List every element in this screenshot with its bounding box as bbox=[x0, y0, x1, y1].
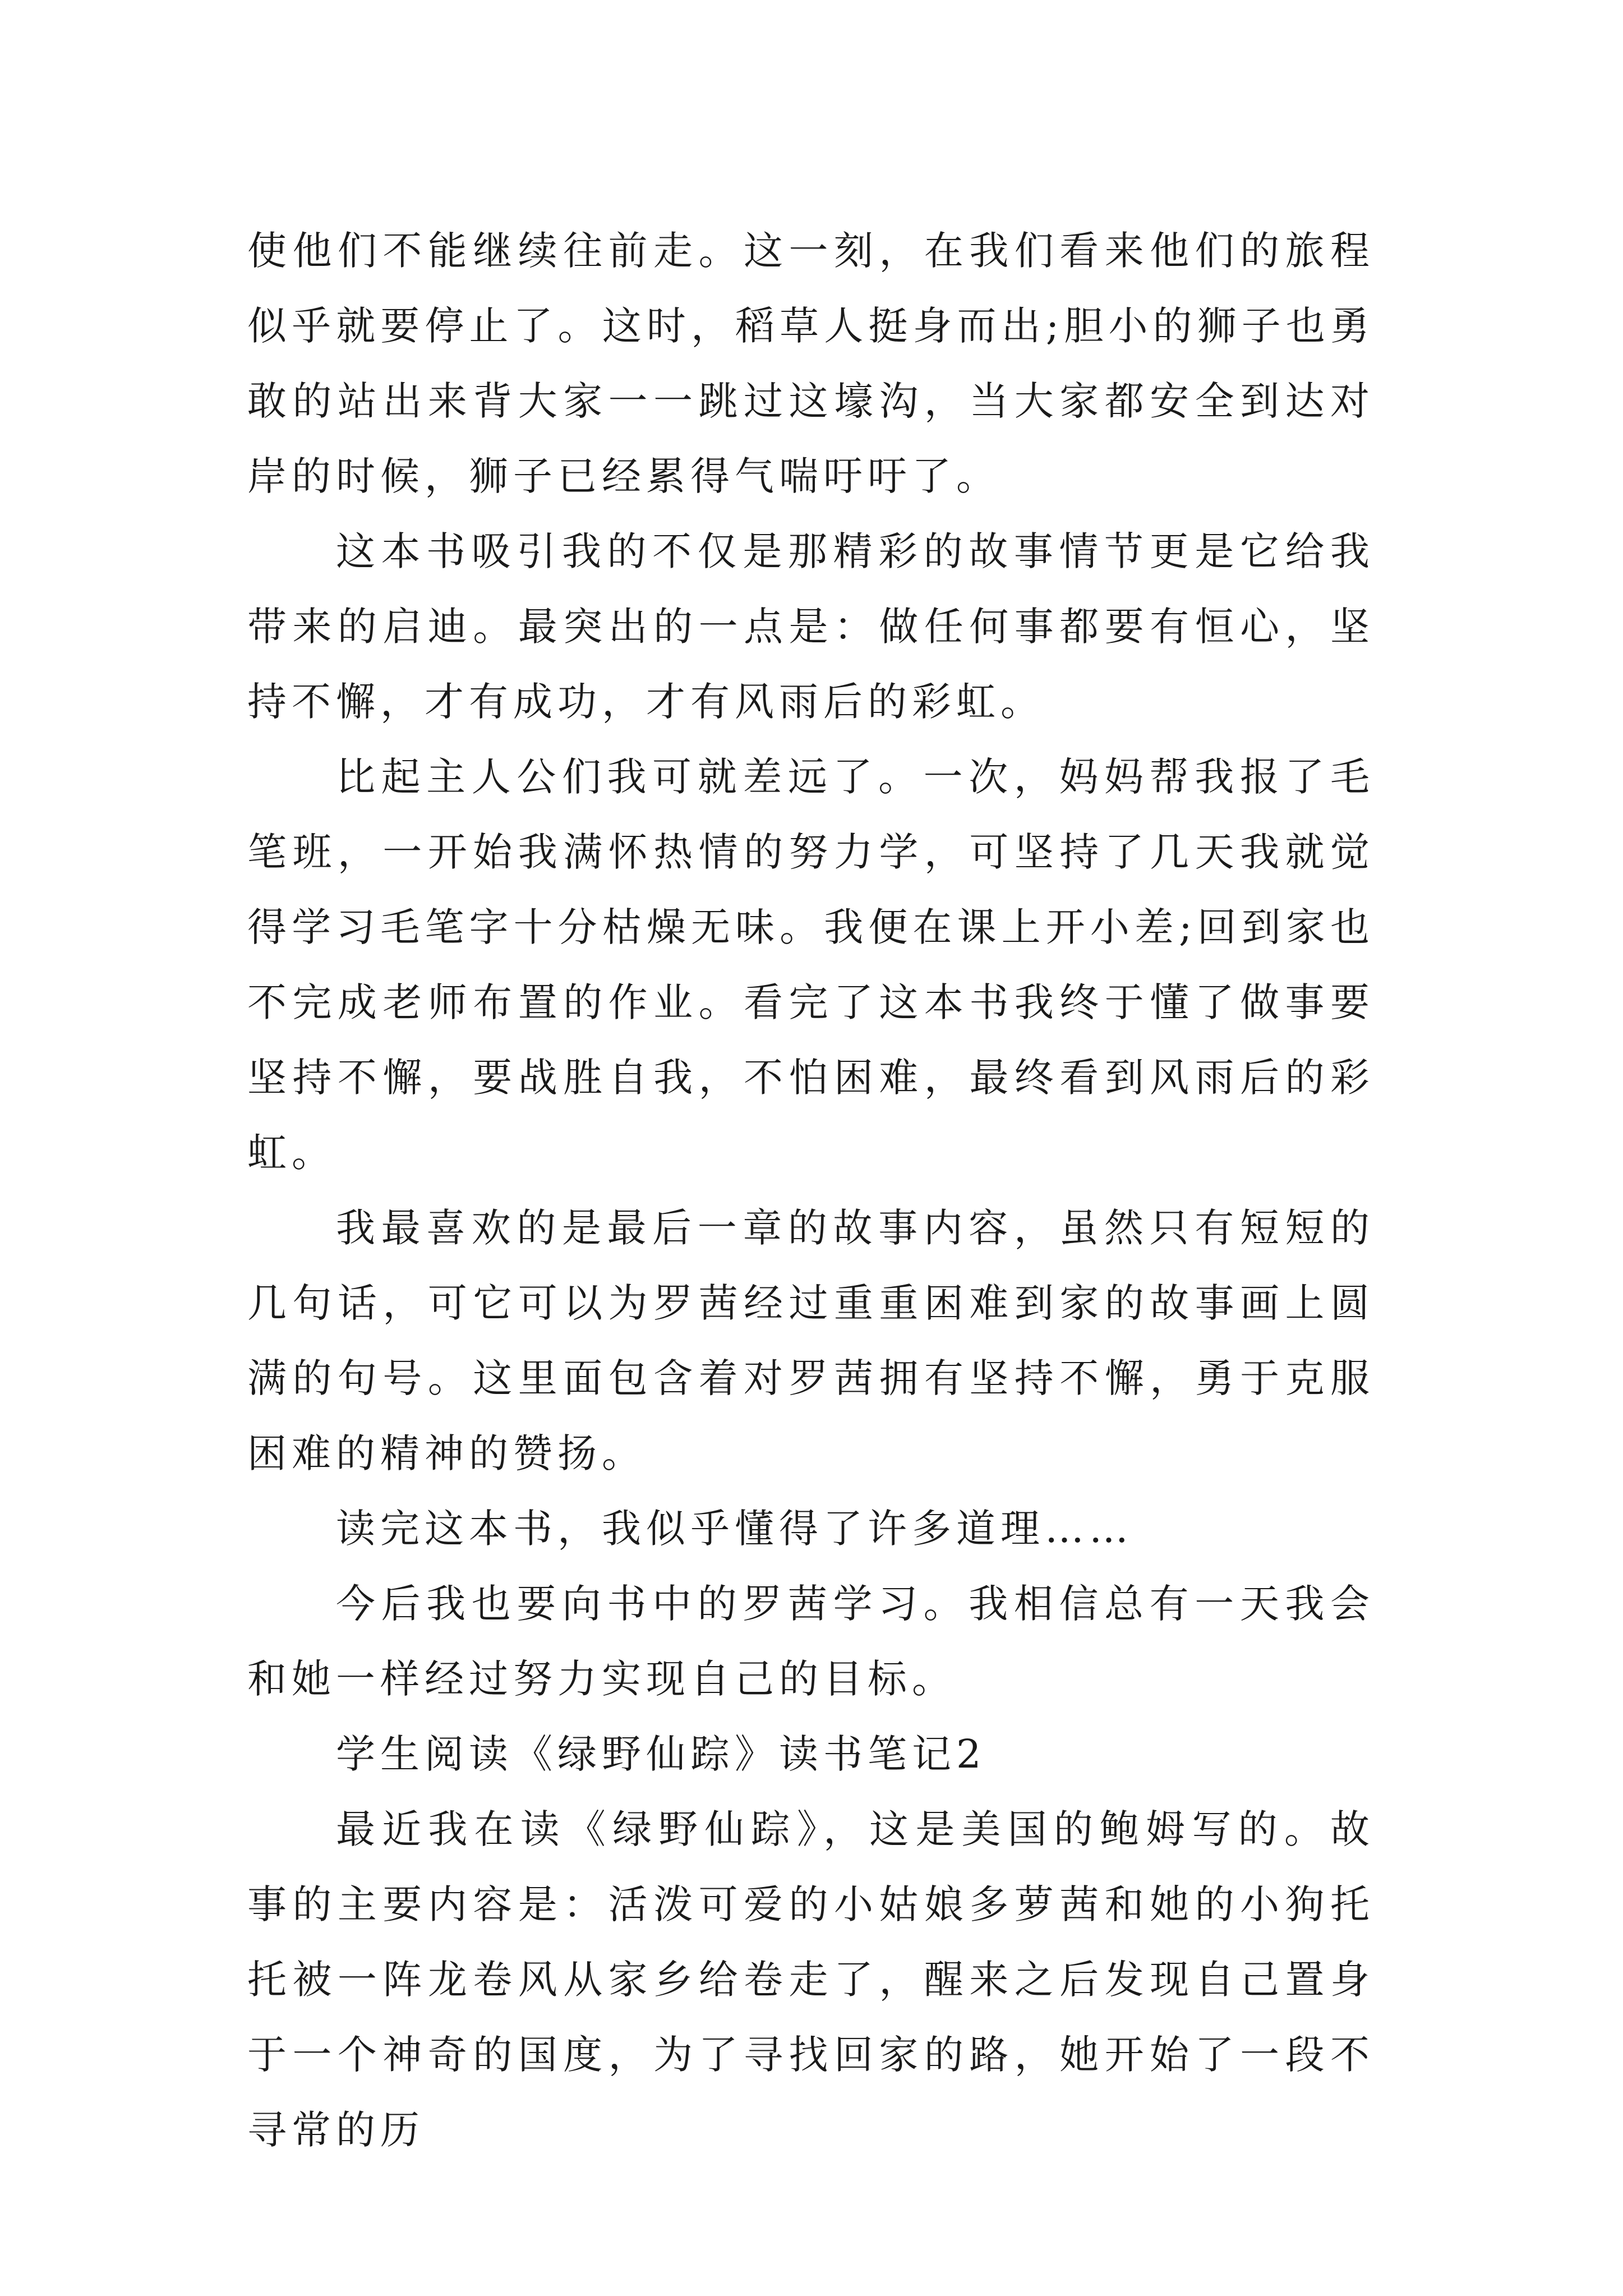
paragraph-6: 今后我也要向书中的罗茜学习。我相信总有一天我会和她一样经过努力实现自己的目标。 bbox=[247, 1581, 1375, 1702]
document-body bbox=[247, 213, 1375, 2168]
paragraph-4: 我最喜欢的是最后一章的故事内容，虽然只有短短的几句话，可它可以为罗茜经过重重困难到家的故事画上圆满的句号。这里面包含着对罗茜拥有坚持不懈，勇于克服困难的精神的赞扬。 bbox=[247, 1205, 1375, 1476]
paragraph-2: 这本书吸引我的不仅是那精彩的故事情节更是它给我带来的启迪。最突出的一点是：做任何事都要有恒心，坚持不懈，才有成功，才有风雨后的彩虹。 bbox=[247, 528, 1375, 725]
section-heading: 学生阅读《绿野仙踪》读书笔记2 bbox=[336, 1731, 986, 1777]
paragraph-5: 读完这本书，我似乎懂得了许多道理…… bbox=[336, 1506, 1133, 1552]
paragraph-1: 使他们不能继续往前走。这一刻，在我们看来他们的旅程似乎就要停止了。这时，稻草人挺身而出;胆小的狮子也勇敢的站出来背大家一一跳过这壕沟，当大家都安全到达对岸的时候，狮子已经累得气喘吁吁了。 bbox=[247, 228, 1375, 499]
paragraph-3: 比起主人公们我可就差远了。一次，妈妈帮我报了毛笔班，一开始我满怀热情的努力学，可坚持了几天我就觉得学习毛笔字十分枯燥无味。我便在课上开小差;回到家也不完成老师布置的作业。看完了这本书我终于懂了做事要坚持不懈，要战胜自我，不怕困难，最终看到风雨后的彩虹。 bbox=[247, 754, 1375, 1176]
paragraph-7: 最近我在读《绿野仙踪》，这是美国的鲍姆写的。故事的主要内容是：活泼可爱的小姑娘多萝茜和她的小狗托托被一阵龙卷风从家乡给卷走了，醒来之后发现自己置身于一个神奇的国度，为了寻找回家的路，她开始了一段不寻常的历 bbox=[247, 1806, 1375, 2153]
